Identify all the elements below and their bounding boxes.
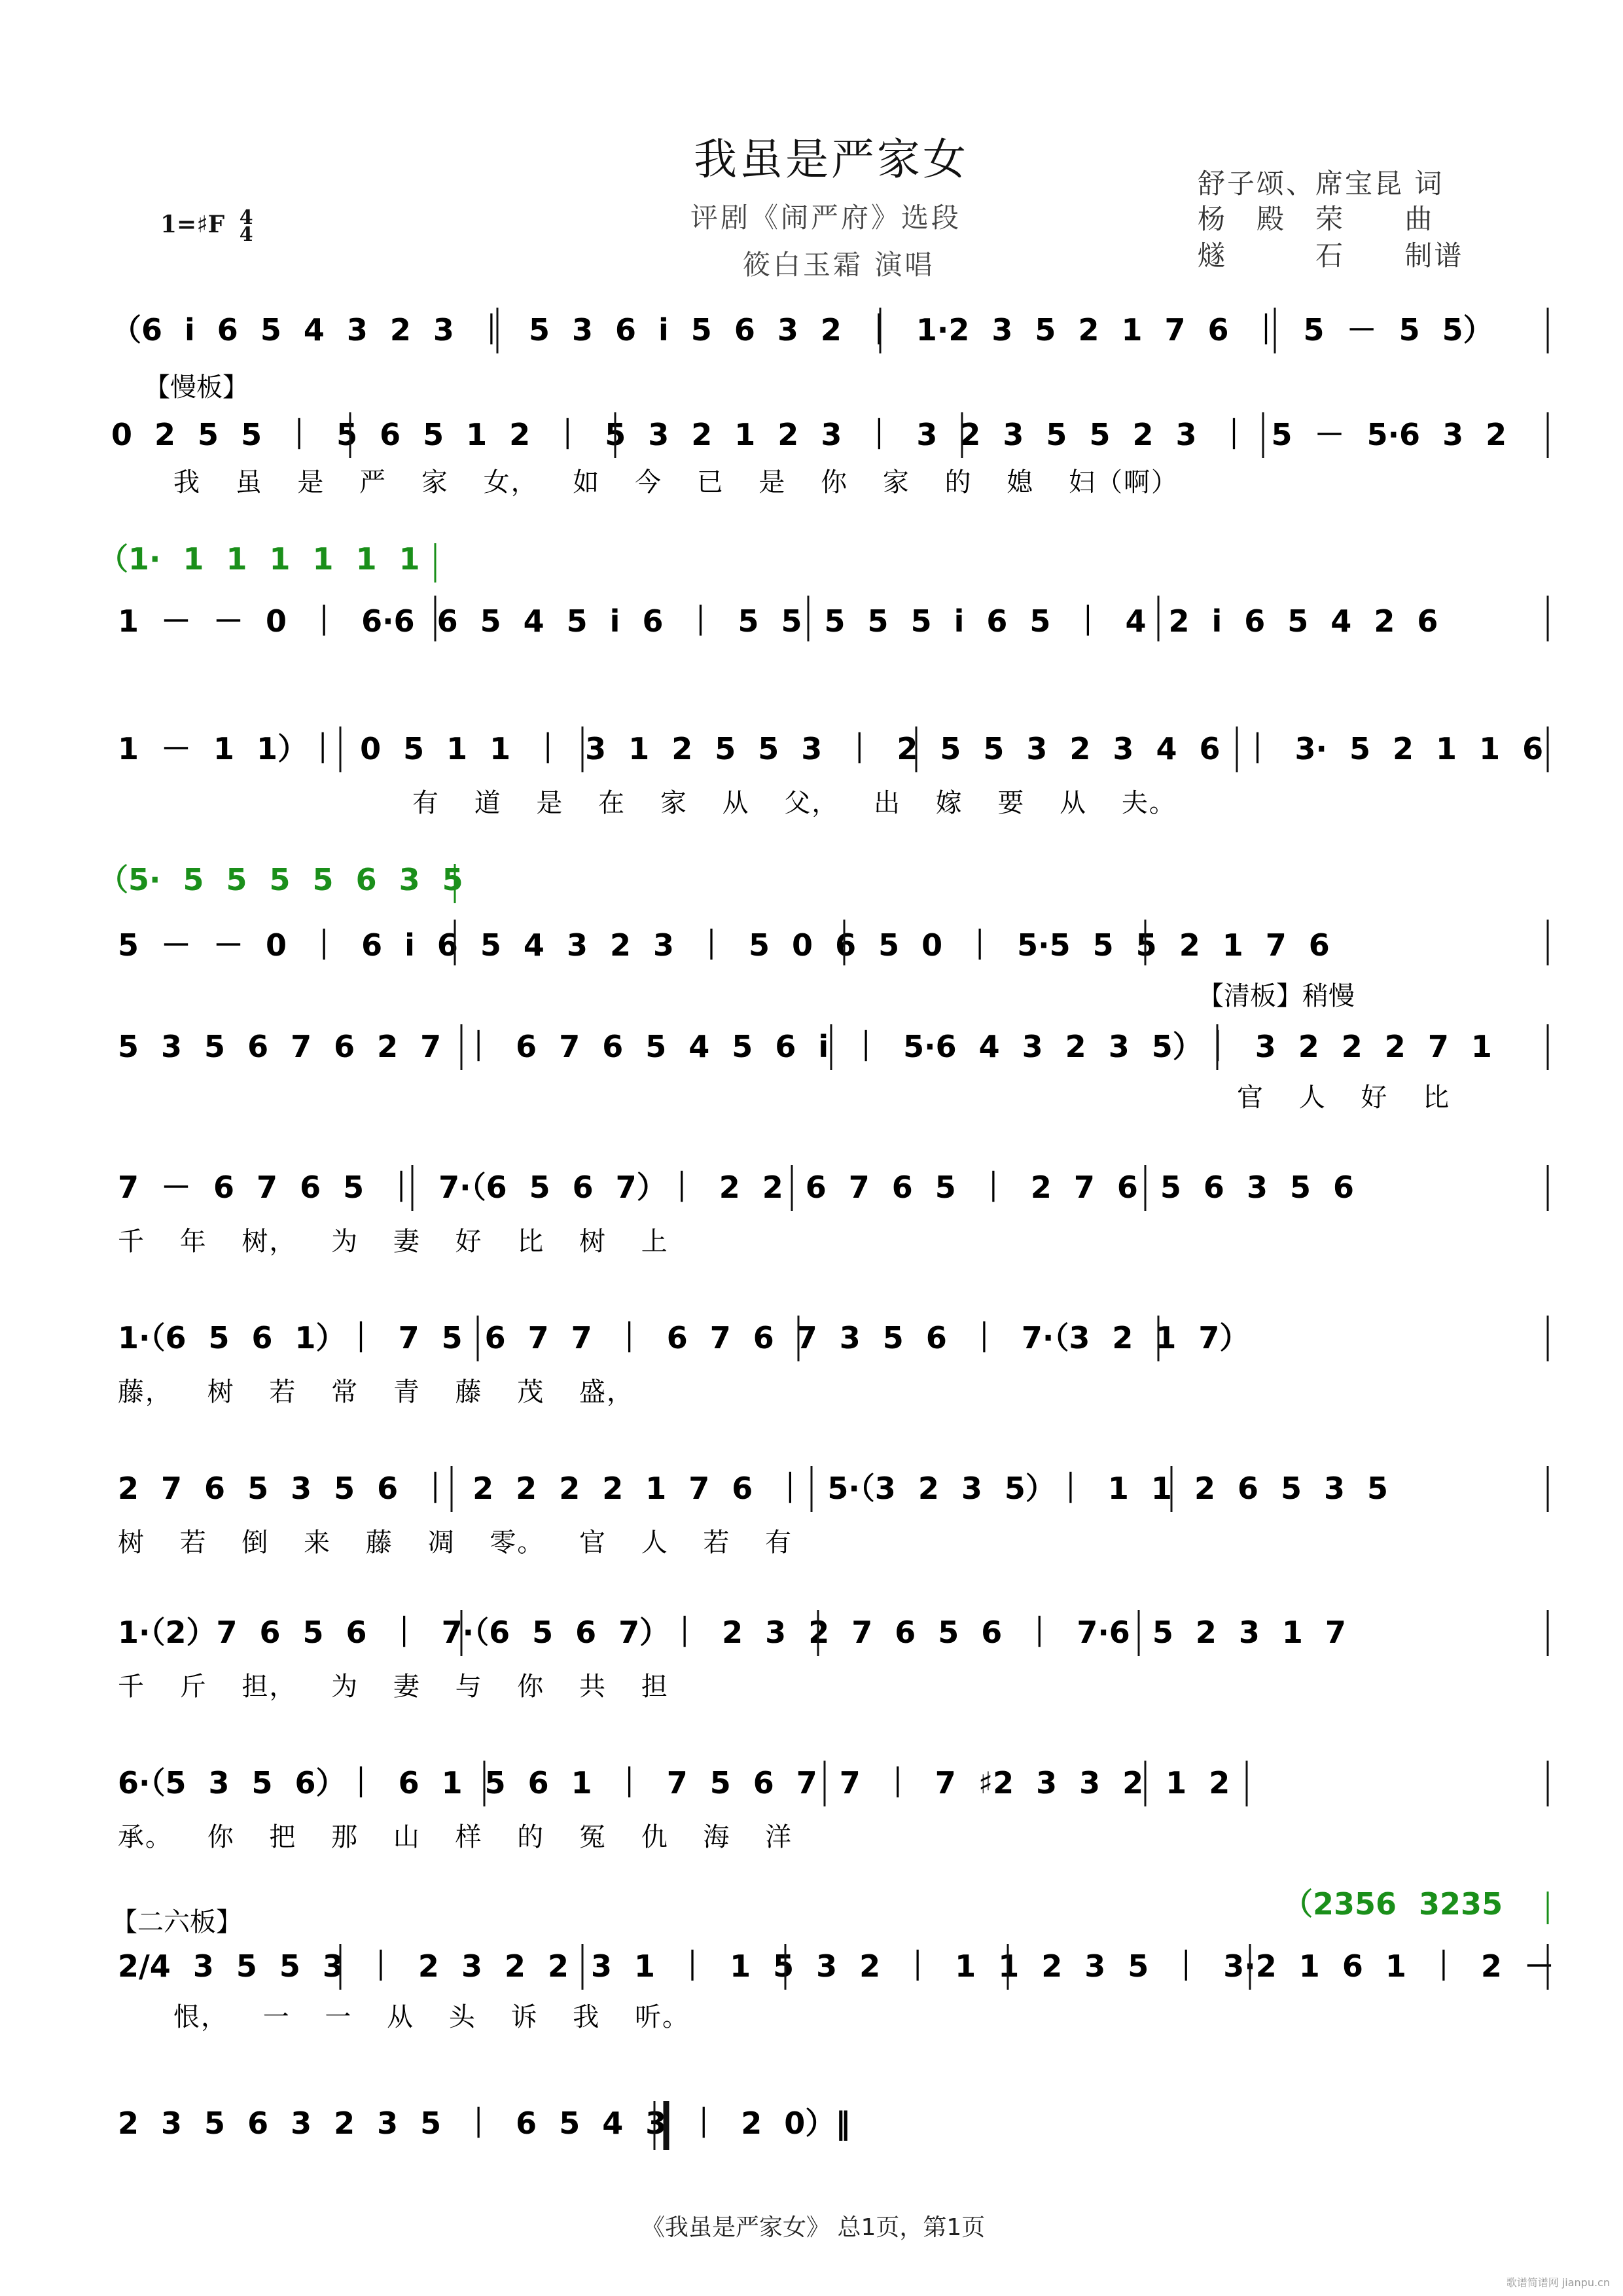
- score-system-1: [98, 301, 1558, 380]
- notation-svg: [98, 1152, 1558, 1270]
- notation-line: 6·（5 3 5 6）｜ 6 1 5 6 1 ｜ 7 5 6 7 7 ｜ 7 ♯2 3 3 2 1 2: [118, 1765, 1230, 1801]
- notation-line: 1 － 1 1）｜ 0 5 1 1 ｜ 3 1 2 5 5 3 ｜ 2 5 5 3 2 3 4 6 ｜ 3· 5 2 1 1 6: [118, 731, 1544, 766]
- lyrics-line: 千 年 树， 为 妻 好 比 树 上: [118, 1227, 669, 1257]
- score-system-7: [98, 1152, 1558, 1270]
- notation-line: 1 － － 0 ｜ 6·6 6 5 4 5 i 6 ｜ 5 5 5 5 5 i 6 5 ｜ 4 2 i 6 5 4 2 6: [118, 603, 1438, 639]
- time-signature: [239, 206, 253, 246]
- notation-svg: [98, 1885, 1558, 2049]
- credit-names: 杨 殿 荣: [1198, 203, 1346, 235]
- notation-svg: [98, 373, 1558, 504]
- notation-line: 2 7 6 5 3 5 6 ｜ 2 2 2 2 1 7 6 ｜ 5·（3 2 3 5）｜ 1 1 2 6 5 3 5: [118, 1471, 1389, 1506]
- lyrics-line: 藤， 树 若 常 青 藤 茂 盛，: [118, 1377, 635, 1407]
- notation-line: 5 3 5 6 7 6 2 7 ｜ 6 7 6 5 4 5 6 i ｜ 5·6 4 3 2 3 5）｜ 3 2 2 2 7 1: [118, 1029, 1492, 1064]
- credit-role: 制谱: [1404, 240, 1464, 272]
- score-system-8: [98, 1302, 1558, 1420]
- credit-role: 曲: [1404, 203, 1435, 235]
- time-sig-bottom: 4: [239, 223, 253, 246]
- score-system-2: [98, 373, 1558, 504]
- notation-svg: [98, 975, 1558, 1119]
- song-title: 我虽是严家女: [694, 134, 969, 185]
- credit-names: 燧 石: [1198, 240, 1346, 272]
- notation-line: 2 3 5 6 3 2 3 5 ｜ 6 5 4 3 ｜ 2 0）‖: [118, 2106, 851, 2141]
- score-system-3: [98, 537, 1558, 687]
- credit-lyricist: [1198, 162, 1444, 202]
- notation-line: 0 2 5 5 ｜ 5 6 5 1 2 ｜ 5 3 2 1 2 3 ｜ 3 2 3 5 5 2 3 ｜ 5 － 5·6 3 2: [111, 417, 1507, 452]
- lyrics-line: 树 若 倒 来 藤 凋 零。 官 人 若 有: [118, 1528, 793, 1558]
- score-system-13: [98, 2088, 1558, 2166]
- score-system-11: [98, 1748, 1558, 1865]
- credit-composer: [1198, 198, 1434, 237]
- time-sig-top: 4: [239, 206, 253, 229]
- lyrics-line: 我 虽 是 严 家 女， 如 今 已 是 你 家 的 媳 妇（啊）: [173, 467, 1179, 497]
- credit-role: 词: [1414, 168, 1444, 200]
- notation-line: 7 － 6 7 6 5 ｜ 7·（6 5 6 7）｜ 2 2 6 7 6 5 ｜ 2 7 6 5 6 3 5 6: [118, 1170, 1355, 1205]
- song-subtitle: 评剧《闹严府》选段: [690, 202, 962, 234]
- notation-svg: [98, 713, 1558, 831]
- notation-line: 2/4 3 5 5 3 ｜ 2 3 2 2 3 1 ｜ 1 5 3 2 ｜ 1 1 2 3 5 ｜ 3·2 1 6 1 ｜ 2 －: [118, 1948, 1554, 1984]
- notation-line: 1·（2）7 6 5 6 ｜ 7·（6 5 6 7）｜ 2 3 2 7 6 5 6 ｜ 7·6 5 2 3 1 7: [118, 1615, 1346, 1650]
- green-cue: （5· 5 5 5 5 6 3 5: [98, 862, 463, 897]
- page-footer: 《我虽是严家女》 总1页，第1页: [641, 2214, 986, 2241]
- section-tag: 【慢板】: [144, 372, 249, 403]
- watermark: 歌谱简谱网 jianpu.cn: [1506, 2276, 1610, 2289]
- notation-line: 5 － － 0 ｜ 6 i 6 5 4 3 2 3 ｜ 5 0 6 5 0 ｜ 5·5 5 5 2 1 7 6: [118, 927, 1330, 963]
- score-system-4: [98, 713, 1558, 831]
- notation-svg: [98, 537, 1558, 687]
- lyrics-line: 千 斤 担， 为 妻 与 你 共 担: [118, 1672, 669, 1702]
- key-label: 1=♯F: [160, 211, 225, 238]
- singer-credit: 筱白玉霜 演唱: [743, 249, 935, 281]
- section-tag: 【二六板】: [111, 1907, 242, 1937]
- notation-svg: [98, 301, 1558, 380]
- green-cue: （2356 3235: [1283, 1886, 1503, 1922]
- lyrics-line: 有 道 是 在 家 从 父， 出 嫁 要 从 夫。: [412, 788, 1177, 818]
- score-system-12: [98, 1885, 1558, 2049]
- notation-svg: [98, 2088, 1558, 2166]
- notation-line: （6 i 6 5 4 3 2 3 ｜ 5 3 6 i 5 6 3 2 ｜ 1·2 3 5 2 1 7 6 ｜ 5 － 5 5）: [111, 312, 1493, 348]
- credit-arranger: [1198, 234, 1463, 274]
- key-signature: [160, 206, 253, 246]
- green-cue: （1· 1 1 1 1 1 1: [98, 541, 420, 577]
- notation-svg: [98, 1597, 1558, 1715]
- section-tag: 【清板】稍慢: [1198, 981, 1355, 1011]
- lyrics-line: 承。 你 把 那 山 样 的 冤 仇 海 洋: [118, 1822, 793, 1852]
- lyrics-line: 恨， 一 一 从 头 诉 我 听。: [173, 2002, 690, 2032]
- score-system-10: [98, 1597, 1558, 1715]
- score-system-6: [98, 975, 1558, 1119]
- credit-names: 舒子颂、席宝昆: [1198, 168, 1404, 200]
- notation-svg: [98, 1748, 1558, 1865]
- notation-svg: [98, 1453, 1558, 1571]
- notation-svg: [98, 1302, 1558, 1420]
- lyrics-line: 官 人 好 比: [1237, 1083, 1451, 1113]
- notation-line: 1·（6 5 6 1）｜ 7 5 6 7 7 ｜ 6 7 6 7 3 5 6 ｜ 7·（3 2 1 7）: [118, 1320, 1250, 1355]
- score-system-9: [98, 1453, 1558, 1571]
